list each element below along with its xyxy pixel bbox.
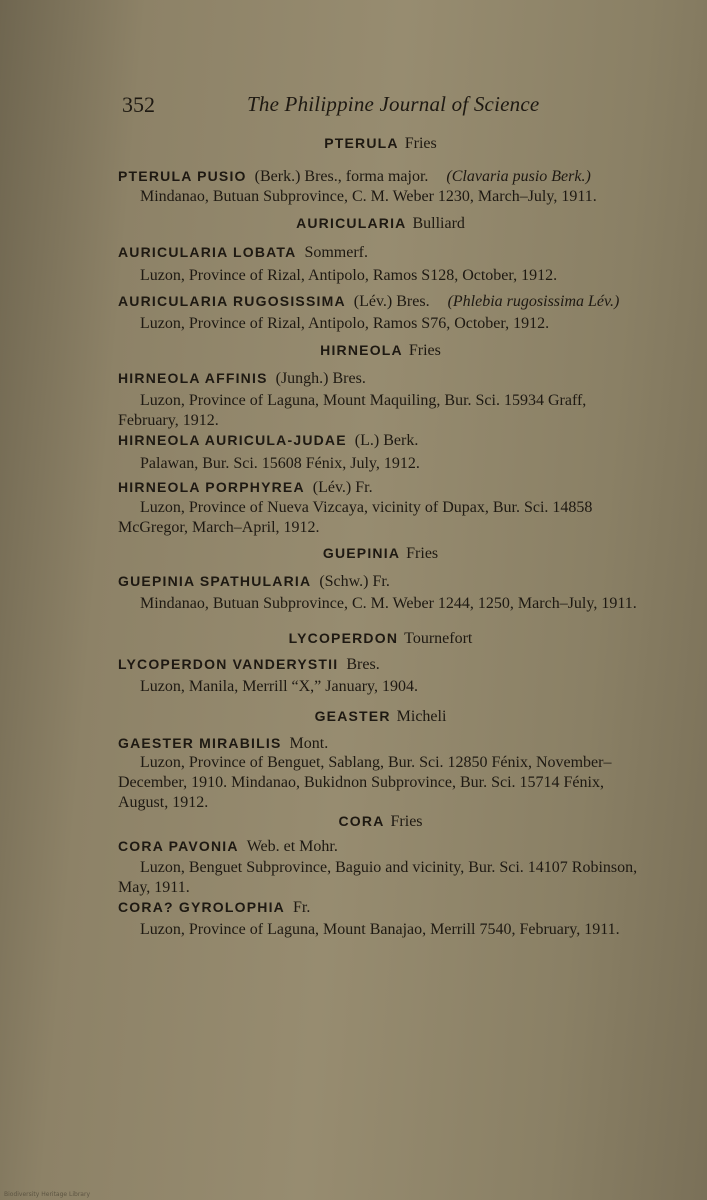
species-auricularia-rugosissima: AURICULARIA RUGOSISSIMA (Lév.) Bres. (Phlebia rugosissima Lév.) <box>118 293 620 310</box>
locality-text: Luzon, Province of Laguna, Mount Maquiling, Bur. Sci. 15934 Graff, February, 1912. <box>118 392 587 429</box>
locality-text: Mindanao, Butuan Subprovince, C. M. Weber 1230, March–July, 1911. <box>140 188 597 205</box>
species-gaester-mirabilis: GAESTER MIRABILIS Mont. <box>118 735 329 752</box>
species-lycoperdon-vanderystii: LYCOPERDON VANDERYSTII Bres. <box>118 656 380 673</box>
locality-text: Luzon, Province of Nueva Vizcaya, vicinity of Dupax, Bur. Sci. 14858 McGregor, March–April, 1912. <box>118 499 593 536</box>
locality-text: Luzon, Province of Rizal, Antipolo, Ramos S128, October, 1912. <box>140 267 558 284</box>
species-auricularia-lobata: AURICULARIA LOBATA Sommerf. <box>118 244 368 261</box>
locality-text: Luzon, Province of Laguna, Mount Banajao, Merrill 7540, February, 1911. <box>140 921 620 938</box>
journal-title: The Philippine Journal of Science <box>247 92 540 116</box>
species-hirneola-porphyrea: HIRNEOLA PORPHYREA (Lév.) Fr. <box>118 479 373 496</box>
locality-text: Palawan, Bur. Sci. 15608 Fénix, July, 1912. <box>140 455 420 472</box>
genus-heading-hirneola: HIRNEOLA Fries <box>320 342 441 359</box>
genus-heading-guepinia: GUEPINIA Fries <box>322 545 439 562</box>
page-header <box>122 92 642 122</box>
locality-text: Luzon, Province of Rizal, Antipolo, Ramos S76, October, 1912. <box>140 315 550 332</box>
genus-heading-pterula: PTERULA Fries <box>324 135 437 152</box>
locality-text: Mindanao, Butuan Subprovince, C. M. Weber 1244, 1250, March–July, 1911. <box>140 595 637 612</box>
species-cora-pavonia: CORA PAVONIA Web. et Mohr. <box>118 838 338 855</box>
genus-heading-cora: CORA Fries <box>338 813 423 830</box>
genus-heading-geaster: GEASTER Micheli <box>314 708 447 725</box>
locality-text: Luzon, Province of Benguet, Sablang, Bur. Sci. 12850 Fénix, November–December, 1910. Mindanao, Bukidnon Subprovince, Bur. Sci. 15714 Fénix, August, 1912. <box>118 754 612 811</box>
footer-credit: Biodiversity Heritage Library <box>4 1191 90 1198</box>
species-hirneola-affinis: HIRNEOLA AFFINIS (Jungh.) Bres. <box>118 370 366 387</box>
species-cora-gyrolophia: CORA? GYROLOPHIA Fr. <box>118 899 311 916</box>
locality-text: Luzon, Manila, Merrill “X,” January, 1904. <box>140 678 418 695</box>
genus-heading-auricularia: AURICULARIA Bulliard <box>296 215 465 232</box>
species-hirneola-auricula-judae: HIRNEOLA AURICULA-JUDAE (L.) Berk. <box>118 432 419 449</box>
species-pterula-pusio: PTERULA PUSIO (Berk.) Bres., forma major. (Clavaria pusio Berk.) <box>118 168 591 185</box>
locality-text: Luzon, Benguet Subprovince, Baguio and vicinity, Bur. Sci. 14107 Robinson, May, 1911. <box>118 859 638 896</box>
species-guepinia-spathularia: GUEPINIA SPATHULARIA (Schw.) Fr. <box>118 573 390 590</box>
page-number: 352 <box>122 92 155 117</box>
genus-heading-lycoperdon: LYCOPERDON Tournefort <box>288 630 473 647</box>
